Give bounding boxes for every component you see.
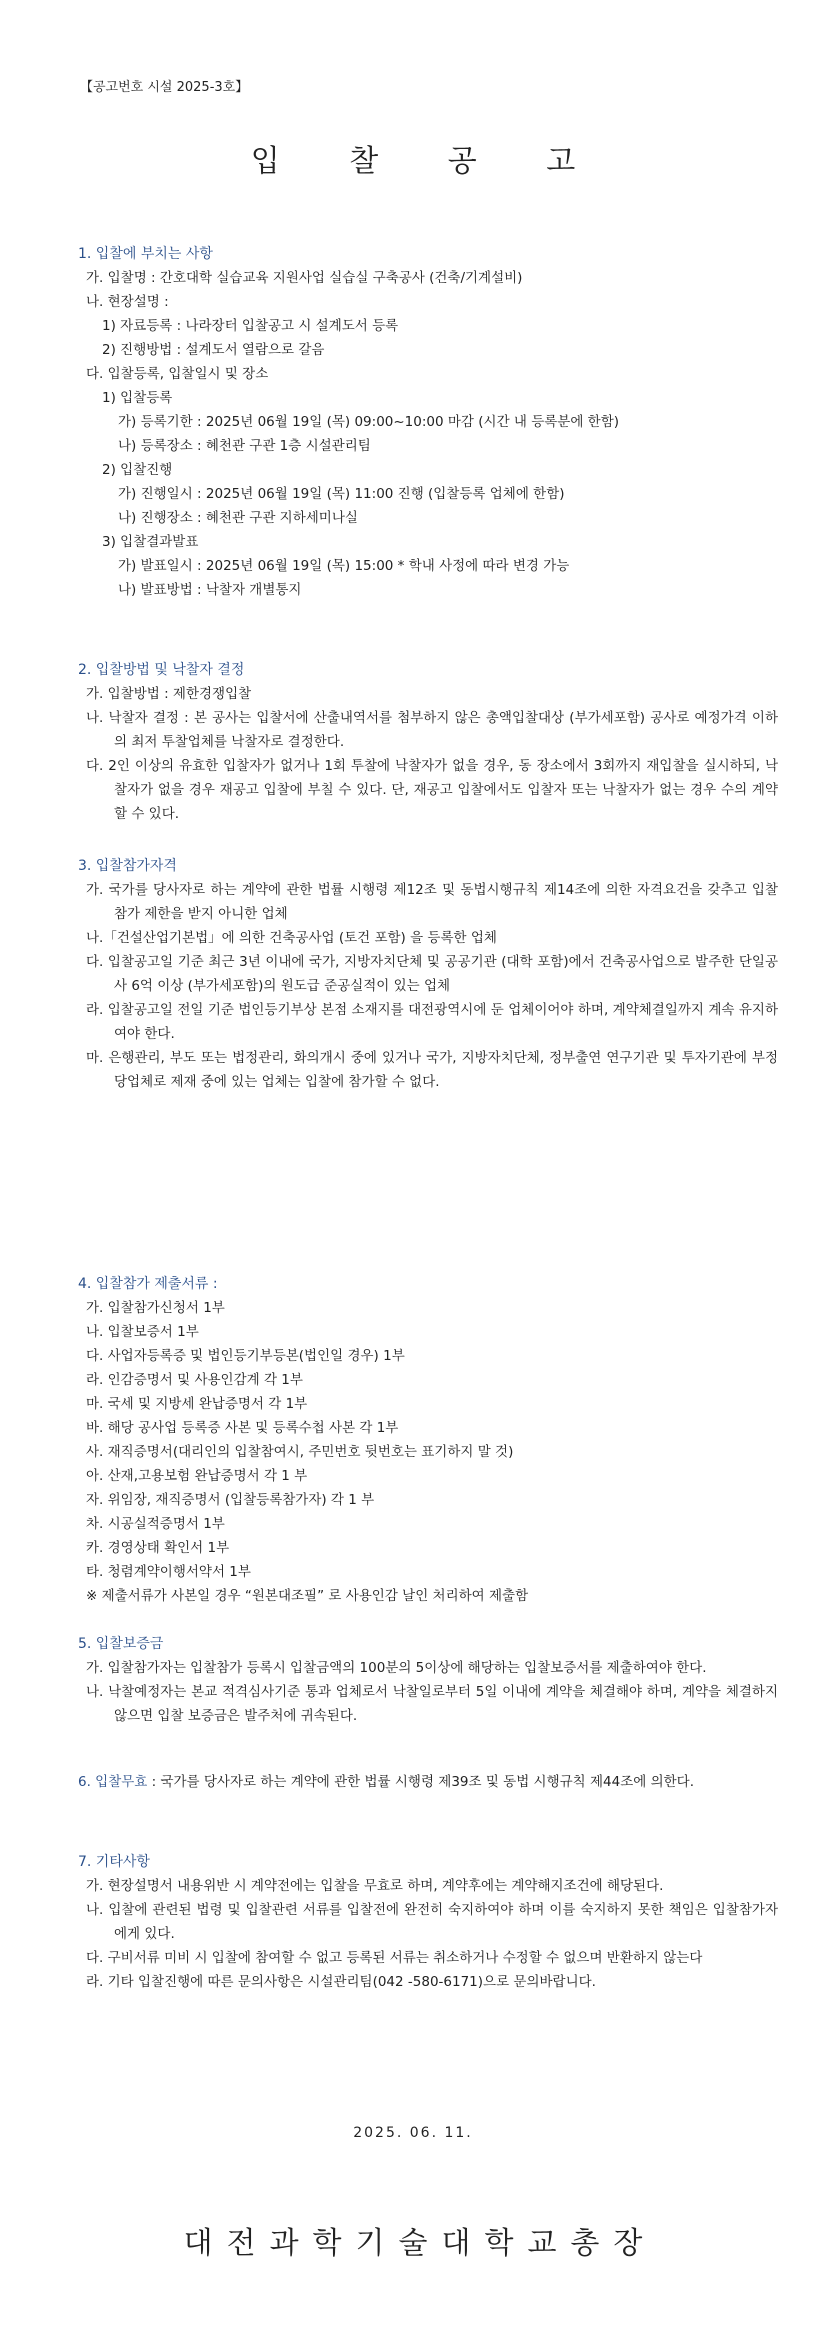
s1-line: 나) 발표방법 : 낙찰자 개별통지 <box>118 582 302 598</box>
s4-item: 바. 해당 공사업 등록증 사본 및 등록수첩 사본 각 1부 <box>86 1420 399 1436</box>
s1-line: 나) 진행장소 : 혜천관 구관 지하세미나실 <box>118 510 358 526</box>
s7-line: 나. 입찰에 관련된 법령 및 입찰관련 서류를 입찰전에 완전히 숙지하여야 하며 이를 숙지하지 못한 책임은 입찰참가자에게 있다. <box>86 1902 778 1942</box>
s4-item: 자. 위임장, 재직증명서 (입찰등록참가자) 각 1 부 <box>86 1492 375 1508</box>
section-2 <box>78 658 778 826</box>
s1-line: 나. 현장설명 : <box>86 294 169 310</box>
section-3-heading: 3. 입찰참가자격 <box>78 858 177 874</box>
s3-line: 나.「건설산업기본법」에 의한 건축공사업 (토건 포함) 을 등록한 업체 <box>86 930 497 946</box>
section-7 <box>78 1850 778 1994</box>
s7-line: 다. 구비서류 미비 시 입찰에 참여할 수 없고 등록된 서류는 취소하거나 수정할 수 없으며 반환하지 않는다 <box>86 1950 703 1966</box>
section-5-heading: 5. 입찰보증금 <box>78 1636 164 1652</box>
section-6-heading: 6. 입찰무효 <box>78 1774 148 1790</box>
s4-item: 다. 사업자등록증 및 법인등기부등본(법인일 경우) 1부 <box>86 1348 405 1364</box>
s1-line: 나) 등록장소 : 혜천관 구관 1층 시설관리팀 <box>118 438 371 454</box>
s1-line: 2) 진행방법 : 설계도서 열람으로 갈음 <box>102 342 325 358</box>
s4-item: 마. 국세 및 지방세 완납증명서 각 1부 <box>86 1396 308 1412</box>
s5-line: 나. 낙찰예정자는 본교 적격심사기준 통과 업체로서 낙찰일로부터 5일 이내에 계약을 체결해야 하며, 계약을 체결하지 않으면 입찰 보증금은 발주처에 귀속된다. <box>86 1684 778 1724</box>
section-1 <box>78 242 778 602</box>
signer-name: 대전과학기술대학교총장 <box>183 2226 657 2261</box>
section-5 <box>78 1632 778 1728</box>
s4-note: ※ 제출서류가 사본일 경우 “원본대조필” 로 사용인감 날인 처리하여 제출함 <box>86 1588 529 1604</box>
s4-item: 타. 청렴계약이행서약서 1부 <box>86 1564 251 1580</box>
s4-item: 차. 시공실적증명서 1부 <box>86 1516 225 1532</box>
s4-item: 사. 재직증명서(대리인의 입찰참여시, 주민번호 뒷번호는 표기하지 말 것) <box>86 1444 514 1460</box>
section-1-heading: 1. 입찰에 부치는 사항 <box>78 246 213 262</box>
section-4-heading: 4. 입찰참가 제출서류 : <box>78 1276 218 1292</box>
s3-line: 다. 입찰공고일 기준 최근 3년 이내에 국가, 지방자치단체 및 공공기관 (대학 포함)에서 건축공사업으로 발주한 단일공사 6억 이상 (부가세포함)의 원도급 준공실적이 있는 업체 <box>86 954 778 994</box>
s3-line: 가. 국가를 당사자로 하는 계약에 관한 법률 시행령 제12조 및 동법시행규칙 제14조에 의한 자격요건을 갖추고 입찰 참가 제한을 받지 아니한 업체 <box>86 882 778 922</box>
s1-line: 가. 입찰명 : 간호대학 실습교육 지원사업 실습실 구축공사 (건축/기계설비) <box>86 270 523 286</box>
s7-line: 라. 기타 입찰진행에 따른 문의사항은 시설관리팀(042 -580-6171)으로 문의바랍니다. <box>86 1974 596 1990</box>
s1-line: 3) 입찰결과발표 <box>102 534 199 550</box>
s4-item: 라. 인감증명서 및 사용인감계 각 1부 <box>86 1372 303 1388</box>
section-3 <box>78 854 778 1094</box>
s3-line: 마. 은행관리, 부도 또는 법정관리, 화의개시 중에 있거나 국가, 지방자치단체, 정부출연 연구기관 및 투자기관에 부정당업체로 제재 중에 있는 업체는 입찰에 참가할 수 없다. <box>86 1050 778 1090</box>
s2-line: 다. 2인 이상의 유효한 입찰자가 없거나 1회 투찰에 낙찰자가 없을 경우, 동 장소에서 3회까지 재입찰을 실시하되, 낙찰자가 없을 경우 재공고 입찰에 부칠 수 있다. 단, 재공고 입찰에서도 입찰자 또는 낙찰자가 없는 경우 수의 계약할 수 있다. <box>86 758 778 822</box>
section-6 <box>78 1770 778 1794</box>
s3-line: 라. 입찰공고일 전일 기준 법인등기부상 본점 소재지를 대전광역시에 둔 업체이어야 하며, 계약체결일까지 계속 유지하여야 한다. <box>86 1002 778 1042</box>
s1-line: 가) 등록기한 : 2025년 06월 19일 (목) 09:00~10:00 마감 (시간 내 등록분에 한함) <box>118 414 620 430</box>
section-7-heading: 7. 기타사항 <box>78 1854 150 1870</box>
s1-line: 2) 입찰진행 <box>102 462 173 478</box>
s4-item: 아. 산재,고용보험 완납증명서 각 1 부 <box>86 1468 308 1484</box>
s4-item: 카. 경영상태 확인서 1부 <box>86 1540 230 1556</box>
section-4 <box>78 1272 778 1608</box>
section-6-text: : 국가를 당사자로 하는 계약에 관한 법률 시행령 제39조 및 동법 시행규칙 제44조에 의한다. <box>147 1774 695 1790</box>
s4-item: 가. 입찰참가신청서 1부 <box>86 1300 225 1316</box>
s4-item: 나. 입찰보증서 1부 <box>86 1324 199 1340</box>
s1-line: 1) 자료등록 : 나라장터 입찰공고 시 설계도서 등록 <box>102 318 399 334</box>
s1-line: 가) 진행일시 : 2025년 06월 19일 (목) 11:00 진행 (입찰등록 업체에 한함) <box>118 486 565 502</box>
s1-line: 다. 입찰등록, 입찰일시 및 장소 <box>86 366 269 382</box>
s5-line: 가. 입찰참가자는 입찰참가 등록시 입찰금액의 100분의 5이상에 해당하는 입찰보증서를 제출하여야 한다. <box>86 1660 707 1676</box>
s2-line: 가. 입찰방법 : 제한경쟁입찰 <box>86 686 252 702</box>
s2-line: 나. 낙찰자 결정 : 본 공사는 입찰서에 산출내역서를 첨부하지 않은 총액입찰대상 (부가세포함) 공사로 예정가격 이하의 최저 투찰업체를 낙찰자로 결정한다. <box>86 710 778 750</box>
notice-date: 2025. 06. 11. <box>353 2125 473 2141</box>
section-6-paragraph <box>78 1770 778 1794</box>
section-2-heading: 2. 입찰방법 및 낙찰자 결정 <box>78 662 245 678</box>
page-title: 입 찰 공 고 <box>250 144 606 179</box>
s1-line: 가) 발표일시 : 2025년 06월 19일 (목) 15:00 * 학내 사정에 따라 변경 가능 <box>118 558 570 574</box>
s7-line: 가. 현장설명서 내용위반 시 계약전에는 입찰을 무효로 하며, 계약후에는 계약해지조건에 해당된다. <box>86 1878 664 1894</box>
notice-number: 【공고번호 시설 2025-3호】 <box>80 80 249 95</box>
s1-line: 1) 입찰등록 <box>102 390 173 406</box>
